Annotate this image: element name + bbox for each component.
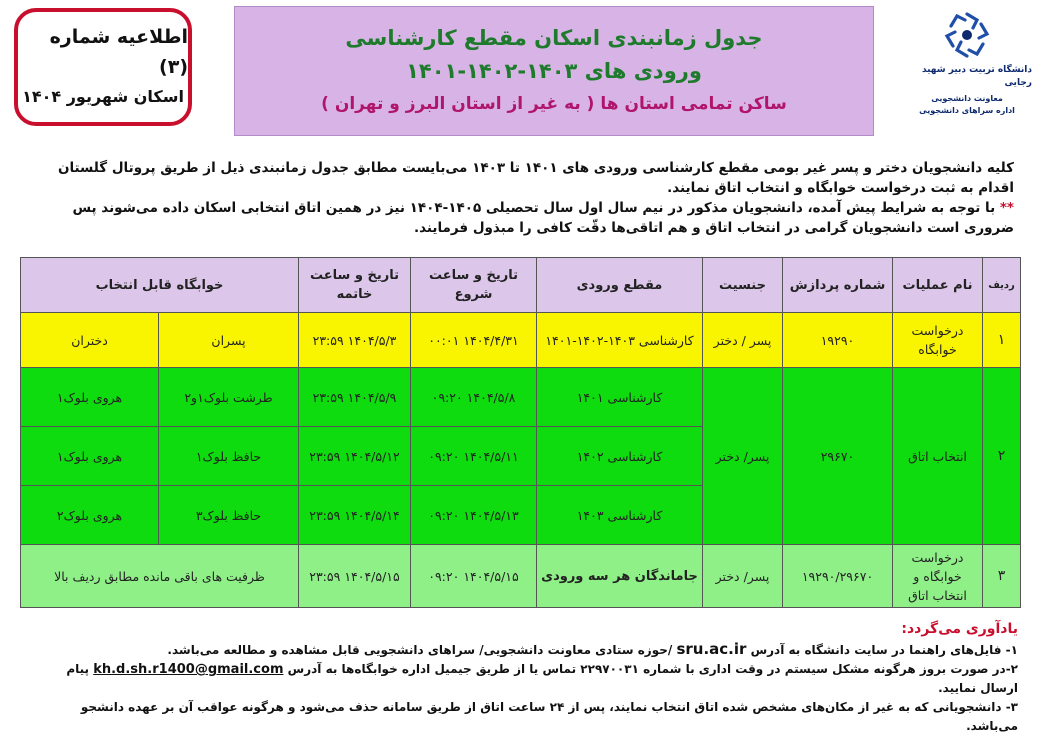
cell-row-no: ۳	[983, 545, 1021, 608]
university-logo-icon	[937, 8, 997, 62]
university-name: دانشگاه تربیت دبیر شهید رجایی	[921, 65, 1032, 88]
cell-operation: انتخاب اتاق	[893, 368, 983, 545]
cell-end: ۱۴۰۴/۵/۹ ۲۳:۵۹	[299, 368, 411, 427]
cell-level: کارشناسی ۱۴۰۳-۱۴۰۲-۱۴۰۱	[537, 313, 703, 368]
cell-end: ۱۴۰۴/۵/۳ ۲۳:۵۹	[299, 313, 411, 368]
cell-level: کارشناسی ۱۴۰۲	[537, 427, 703, 486]
cell-operation: درخواست خوابگاه	[893, 313, 983, 368]
cell-dorm-boys: پسران	[159, 313, 299, 368]
notes-title: یادآوری می‌گردد:	[901, 621, 1018, 637]
banner-provinces-note: ساکن تمامی استان ها ( به غیر از استان البرز و تهران )	[321, 93, 787, 114]
cell-end: ۱۴۰۴/۵/۱۵ ۲۳:۵۹	[299, 545, 411, 608]
banner-entry-years: ورودی های ۱۴۰۳-۱۴۰۲-۱۴۰۱	[406, 58, 702, 83]
asterisk-marker: **	[999, 200, 1014, 216]
intro-warning-text: با توجه به شرایط پیش آمده، دانشجویان مذکور در نیم سال اول سال تحصیلی ۱۴۰۵-۱۴۰۴ نیز در همین اتاق انتخابی اسکان داده می‌شوند پس ضروری است دانشجویان گرامی در انتخاب اتاق و هم اتاقی‌ها دقّت کافی را مبذول فرمایند.	[72, 200, 1014, 236]
cell-process-no: ۱۹۲۹۰	[783, 313, 893, 368]
notice-badge	[14, 8, 192, 126]
note-1-text: ۱- فایل‌های راهنما در سایت دانشگاه به آدرس	[746, 643, 1018, 657]
office-name: اداره سراهای دانشجویی	[919, 106, 1015, 115]
note-1	[28, 640, 1018, 660]
table-row	[21, 313, 1021, 368]
intro-line-1: کلیه دانشجویان دختر و پسر غیر بومی مقطع کارشناسی ورودی های ۱۴۰۱ تا ۱۴۰۳ می‌بایست مطابق جدول زمانبندی ذیل از طریق پروتال گلستان اقدام به ثبت درخواست خوابگاه و انتخاب اتاق نمایند.	[57, 160, 1014, 196]
intro-line-2	[28, 198, 1014, 238]
note-1-text-end: /حوزه ستادی معاونت دانشجویی/ سراهای دانشجویی قابل مشاهده و مطالعه می‌باشد.	[167, 643, 677, 657]
header-dorm: خوابگاه قابل انتخاب	[21, 258, 299, 313]
cell-process-no: ۲۹۶۷۰	[783, 368, 893, 545]
cell-operation: درخواست خوابگاه و انتخاب اتاق	[893, 545, 983, 608]
notice-subtitle: اسکان شهریور ۱۴۰۴	[22, 87, 184, 106]
header-level: مقطع ورودی	[537, 258, 703, 313]
cell-end: ۱۴۰۴/۵/۱۲ ۲۳:۵۹	[299, 427, 411, 486]
university-logo-block	[902, 8, 1032, 126]
schedule-table	[20, 257, 1021, 608]
cell-gender: پسر / دختر	[703, 313, 783, 368]
notice-title: اطلاعیه شماره (۳)	[49, 26, 188, 78]
table-row	[21, 368, 1021, 427]
note-3: ۳- دانشجویانی که به غیر از مکان‌های مشخص شده اتاق انتخاب نمایند، پس از ۲۴ ساعت اتاق از طریق سامانه حذف می‌شود و هرگونه عواقب آن بر عهده دانشجو می‌باشد.	[80, 700, 1018, 733]
cell-level: کارشناسی ۱۴۰۱	[537, 368, 703, 427]
note-2-text-end: پیام ارسال نمایید.	[66, 662, 1018, 695]
cell-dorm-a: طرشت بلوک۱و۲	[159, 368, 299, 427]
cell-process-no: ۱۹۲۹۰/۲۹۶۷۰	[783, 545, 893, 608]
header-row-no: ردیف	[983, 258, 1021, 313]
table-row	[21, 545, 1021, 608]
cell-dorm-remaining: ظرفیت های باقی مانده مطابق ردیف بالا	[21, 545, 299, 608]
cell-gender: پسر/ دختر	[703, 368, 783, 545]
intro-paragraph	[28, 158, 1014, 238]
cell-start: ۱۴۰۴/۴/۳۱ ۰۰:۰۱	[411, 313, 537, 368]
cell-dorm-a: حافظ بلوک۱	[159, 427, 299, 486]
banner-title: جدول زمانبندی اسکان مقطع کارشناسی	[345, 25, 763, 50]
title-banner	[234, 6, 874, 136]
cell-end: ۱۴۰۴/۵/۱۴ ۲۳:۵۹	[299, 486, 411, 545]
cell-dorm-b: هروی بلوک۲	[21, 486, 159, 545]
cell-dorm-girls: دختران	[21, 313, 159, 368]
reminder-notes	[28, 618, 1018, 736]
cell-start: ۱۴۰۴/۵/۱۱ ۰۹:۲۰	[411, 427, 537, 486]
header-process-no: شماره پردازش	[783, 258, 893, 313]
cell-level: جاماندگان هر سه ورودی	[537, 545, 703, 608]
cell-dorm-b: هروی بلوک۱	[21, 368, 159, 427]
header-operation: نام عملیات	[893, 258, 983, 313]
cell-dorm-b: هروی بلوک۱	[21, 427, 159, 486]
header-gender: جنسیت	[703, 258, 783, 313]
department-name: معاونت دانشجویی	[931, 94, 1003, 103]
cell-level: کارشناسی ۱۴۰۳	[537, 486, 703, 545]
table-header-row	[21, 258, 1021, 313]
university-url-link[interactable]: sru.ac.ir	[676, 640, 747, 658]
header-start: تاریخ و ساعت شروع	[411, 258, 537, 313]
note-2-text: ۲-در صورت بروز هرگونه مشکل سیستم در وقت اداری با شماره ۲۲۹۷۰۰۳۱ تماس یا از طریق جیمیل اداره خوابگاه‌ها به آدرس	[283, 662, 1018, 676]
cell-row-no: ۲	[983, 368, 1021, 545]
cell-dorm-a: حافظ بلوک۳	[159, 486, 299, 545]
cell-gender: پسر/ دختر	[703, 545, 783, 608]
cell-start: ۱۴۰۴/۵/۱۵ ۰۹:۲۰	[411, 545, 537, 608]
cell-row-no: ۱	[983, 313, 1021, 368]
dorm-email-link[interactable]: kh.d.sh.r1400@gmail.com	[93, 662, 284, 677]
header-end: تاریخ و ساعت خاتمه	[299, 258, 411, 313]
note-2	[28, 660, 1018, 698]
cell-start: ۱۴۰۴/۵/۸ ۰۹:۲۰	[411, 368, 537, 427]
cell-start: ۱۴۰۴/۵/۱۳ ۰۹:۲۰	[411, 486, 537, 545]
